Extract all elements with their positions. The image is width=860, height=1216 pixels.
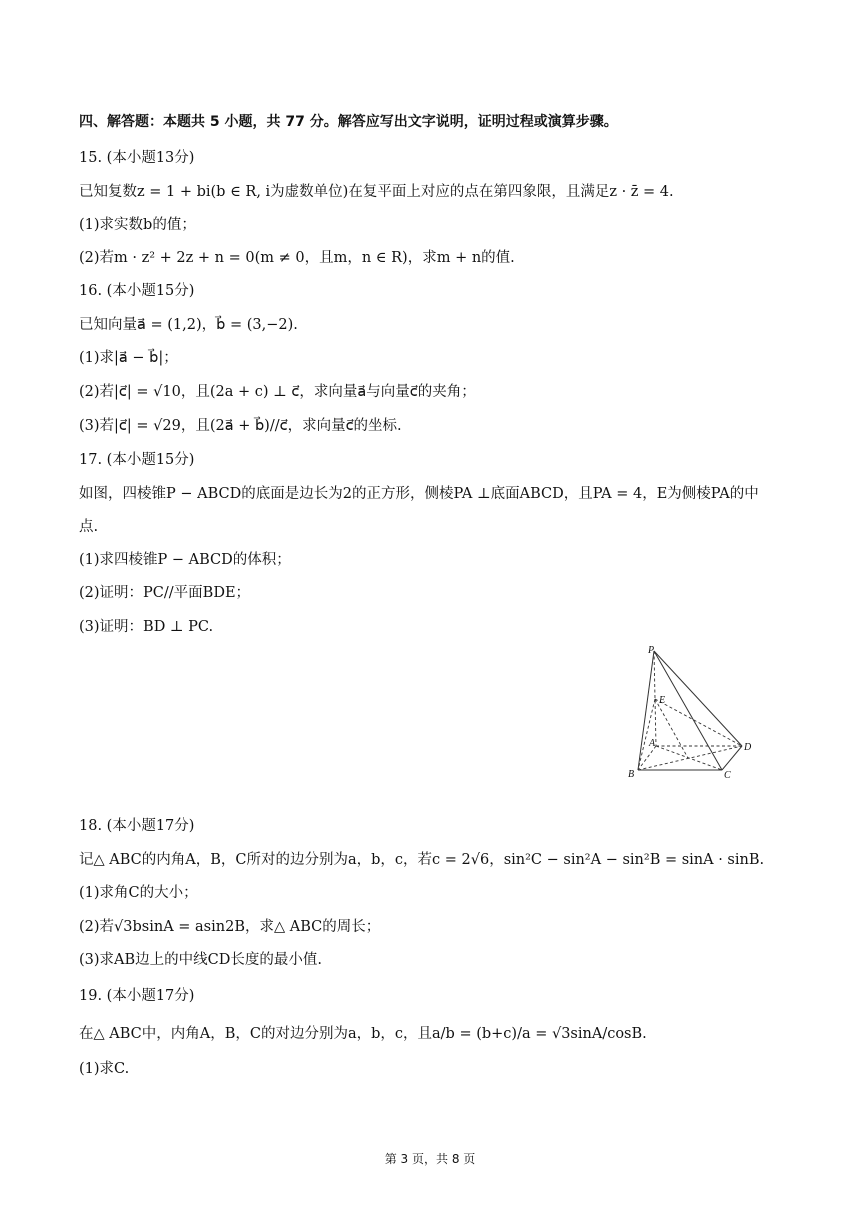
q18-part2: (2)若√3bsinA = asin2B，求△ ABC的周长； xyxy=(79,919,381,935)
q17-part3: (3)证明：BD ⊥ PC. xyxy=(79,619,214,635)
q18-part1: (1)求角C的大小； xyxy=(79,885,198,901)
q18-header: 18. (本小题17分) xyxy=(79,818,195,834)
q15-stem: 已知复数z = 1 + bi(b ∈ R, i为虚数单位)在复平面上对应的点在第四象限，且满足z · z̄ = 4. xyxy=(79,184,674,200)
q15-part1: (1)求实数b的值； xyxy=(79,217,196,233)
q17-header: 17. (本小题15分) xyxy=(79,452,195,468)
q19-stem: 在△ ABC中，内角A，B，C的对边分别为a，b，c，且a/b = (b+c)/a = √3sinA/cosB. xyxy=(79,1026,647,1042)
q16-stem: 已知向量a⃗ = (1,2)，b⃗ = (3,−2). xyxy=(79,317,298,333)
q15-header: 15. (本小题13分) xyxy=(79,150,195,166)
q16-part1: (1)求|a⃗ − b⃗|； xyxy=(79,350,178,366)
page-footer: 第 3 页，共 8 页 xyxy=(384,1152,476,1166)
q18-part3: (3)求AB边上的中线CD长度的最小值. xyxy=(79,952,322,968)
label-P: P xyxy=(648,645,655,656)
q17-stem-line2: 点. xyxy=(79,519,99,535)
q15-part2: (2)若m · z² + 2z + n = 0(m ≠ 0，且m，n ∈ R)，求m + n的值. xyxy=(79,250,515,266)
pyramid-figure xyxy=(624,643,764,783)
q16-header: 16. (本小题15分) xyxy=(79,283,195,299)
label-B: B xyxy=(628,769,635,780)
q16-part3: (3)若|c⃗| = √29，且(2a⃗ + b⃗)//c⃗，求向量c⃗的坐标. xyxy=(79,418,402,434)
label-C: C xyxy=(724,770,731,781)
q16-part2: (2)若|c⃗| = √10，且(2a + c) ⊥ c⃗，求向量a⃗与向量c⃗的夹角； xyxy=(79,384,476,400)
q17-stem-line1: 如图，四棱锥P − ABCD的底面是边长为2的正方形，侧棱PA ⊥底面ABCD，且PA = 4，E为侧棱PA的中 xyxy=(79,486,759,502)
q18-stem: 记△ ABC的内角A，B，C所对的边分别为a，b，c，若c = 2√6，sin²C − sin²A − sin²B = sinA · sinB. xyxy=(79,852,765,868)
section-title: 四、解答题：本题共 5 小题，共 77 分。解答应写出文字说明，证明过程或演算步骤。 xyxy=(79,114,618,130)
label-E: E xyxy=(659,695,666,706)
label-A: A xyxy=(649,738,656,749)
q19-header: 19. (本小题17分) xyxy=(79,988,195,1004)
pyramid-diagram xyxy=(624,643,764,783)
q17-part1: (1)求四棱锥P − ABCD的体积； xyxy=(79,552,291,568)
label-D: D xyxy=(744,742,752,753)
q19-part1: (1)求C. xyxy=(79,1061,130,1077)
q17-part2: (2)证明：PC//平面BDE； xyxy=(79,585,251,601)
